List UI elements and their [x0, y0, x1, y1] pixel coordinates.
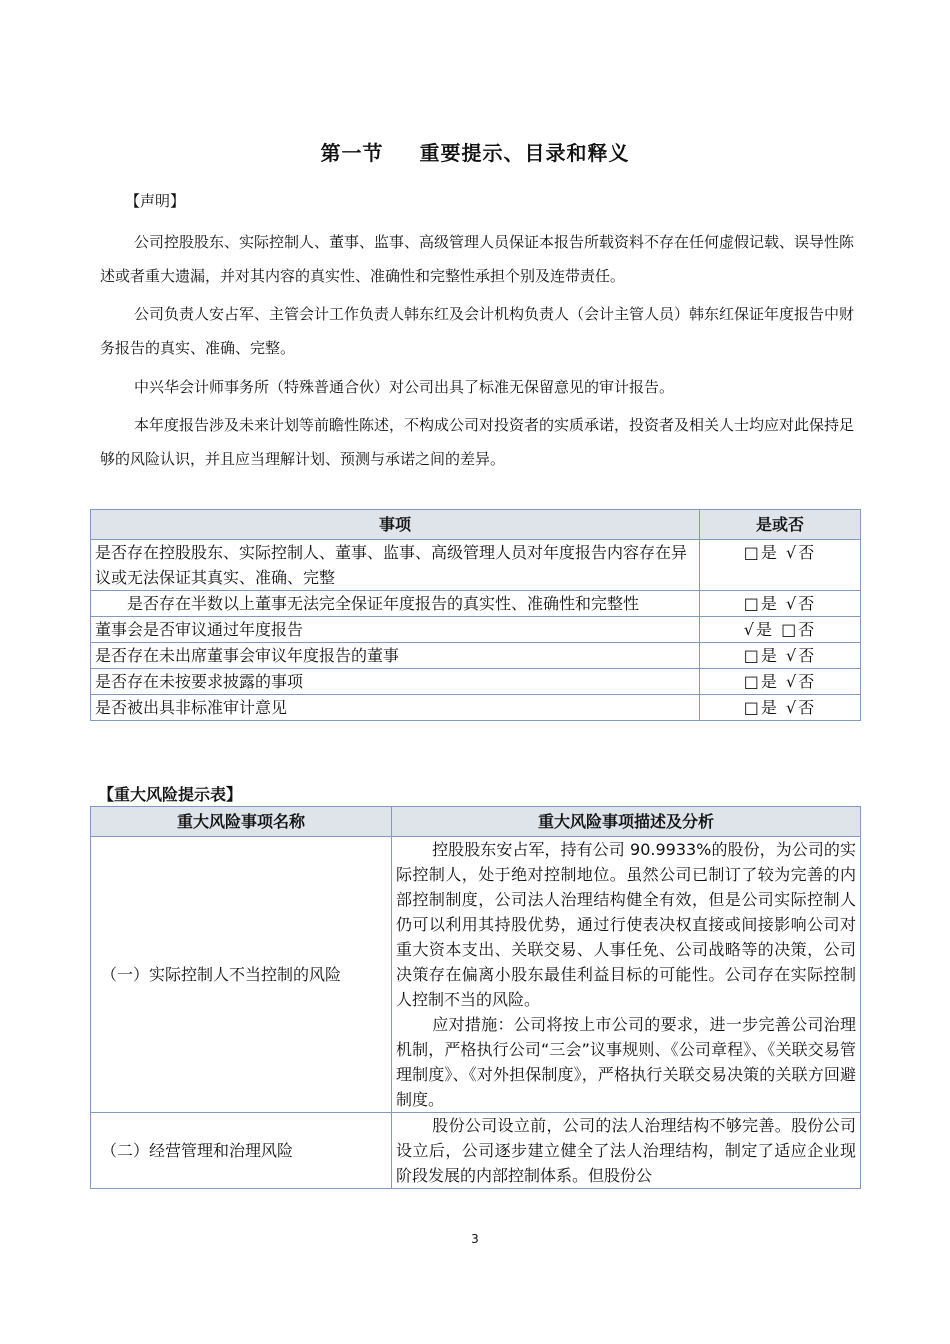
table-header-row [91, 510, 861, 540]
table-row [91, 1113, 861, 1189]
matter-item: 董事会是否审议通过年度报告 [91, 617, 700, 643]
matter-item: 是否存在控股股东、实际控制人、董事、监事、高级管理人员对年度报告内容存在异议或无法保证其真实、准确、完整 [91, 540, 700, 591]
header-risk-desc: 重大风险事项描述及分析 [392, 807, 861, 837]
matter-answer: □是 √否 [700, 540, 861, 591]
matter-item: 是否存在未出席董事会审议年度报告的董事 [91, 643, 700, 669]
table-header-row [91, 807, 861, 837]
table-row [91, 540, 861, 591]
risk-desc-paragraph: 股份公司设立前，公司的法人治理结构不够完善。股份公司设立后，公司逐步建立健全了法人治理结构，制定了适应企业现阶段发展的内部控制体系。但股份公 [396, 1116, 856, 1185]
header-answer: 是或否 [700, 510, 861, 540]
risk-desc-paragraph: 应对措施：公司将按上市公司的要求，进一步完善公司治理机制，严格执行公司“三会”议事规则、《公司章程》、《关联交易管理制度》、《对外担保制度》，严格执行关联交易决策的关联方回避制度。 [396, 1015, 856, 1109]
risk-description [392, 837, 861, 1113]
section-number: 第一节 [320, 141, 384, 165]
header-risk-name: 重大风险事项名称 [91, 807, 392, 837]
matters-table [90, 509, 861, 721]
header-item: 事项 [91, 510, 700, 540]
matter-item: 是否被出具非标准审计意见 [91, 695, 700, 721]
statement-paragraph-1: 公司控股股东、实际控制人、董事、监事、高级管理人员保证本报告所载资料不存在任何虚假记载、误导性陈述或者重大遗漏，并对其内容的真实性、准确性和完整性承担个别及连带责任。 [100, 233, 855, 285]
statement-paragraph-2: 公司负责人安占军、主管会计工作负责人韩东红及会计机构负责人（会计主管人员）韩东红保证年度报告中财务报告的真实、准确、完整。 [100, 305, 855, 357]
statement-heading: 【声明】 [125, 192, 186, 210]
statement-paragraph-4: 本年度报告涉及未来计划等前瞻性陈述，不构成公司对投资者的实质承诺，投资者及相关人士均应对此保持足够的风险认识，并且应当理解计划、预测与承诺之间的差异。 [100, 416, 855, 468]
table-row [91, 837, 861, 1113]
section-name: 重要提示、目录和释义 [419, 141, 630, 165]
risk-desc-paragraph: 控股股东安占军，持有公司 90.9933%的股份，为公司的实际控制人，处于绝对控制地位。虽然公司已制订了较为完善的内部控制制度，公司法人治理结构健全有效，但是公司实际控制人仍可以利用其持股优势，通过行使表决权直接或间接影响公司对重大资本支出、关联交易、人事任免、公司战略等的决策，公司决策存在偏离小股东最佳利益目标的可能性。公司存在实际控制人控制不当的风险。 [396, 840, 856, 1009]
risk-table [90, 806, 861, 1189]
risk-description [392, 1113, 861, 1189]
table-row [91, 617, 861, 643]
risk-name: （二）经营管理和治理风险 [91, 1113, 392, 1189]
page-number: 3 [471, 1232, 479, 1246]
matter-item: 是否存在半数以上董事无法完全保证年度报告的真实性、准确性和完整性 [91, 591, 700, 617]
matter-answer: √是 □否 [700, 617, 861, 643]
matter-answer: □是 √否 [700, 643, 861, 669]
matter-answer: □是 √否 [700, 591, 861, 617]
section-title [0, 137, 950, 166]
risk-table-heading: 【重大风险提示表】 [98, 785, 243, 804]
table-row [91, 669, 861, 695]
table-row [91, 643, 861, 669]
matter-answer: □是 √否 [700, 695, 861, 721]
risk-name: （一）实际控制人不当控制的风险 [91, 837, 392, 1113]
table-row [91, 591, 861, 617]
table-row [91, 695, 861, 721]
matter-answer: □是 √否 [700, 669, 861, 695]
matter-item: 是否存在未按要求披露的事项 [91, 669, 700, 695]
statement-paragraph-3: 中兴华会计师事务所（特殊普通合伙）对公司出具了标准无保留意见的审计报告。 [134, 378, 675, 396]
